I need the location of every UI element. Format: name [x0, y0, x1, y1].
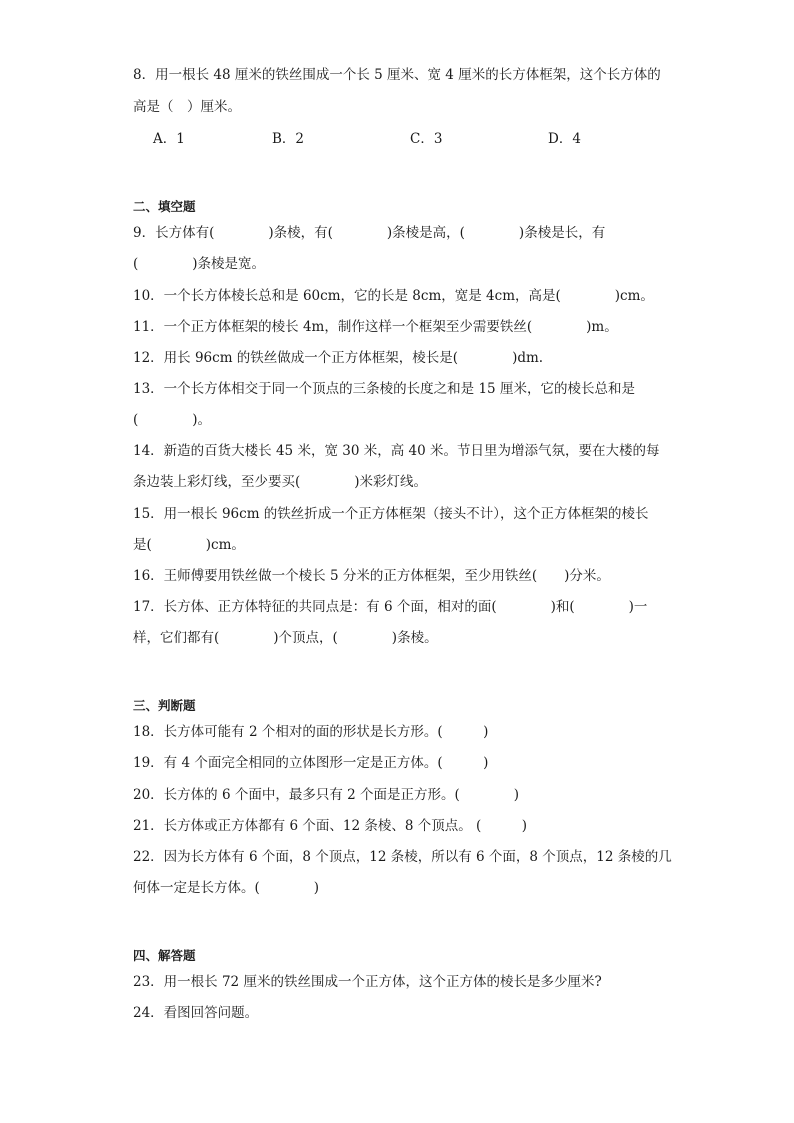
section-title-fill: 二、填空题	[133, 199, 196, 214]
question-24: 24．看图回答问题。	[133, 1005, 259, 1021]
option-d: D．4	[548, 131, 581, 147]
question-17-line-1: 17．长方体、正方体特征的共同点是：有 6 个面，相对的面( )和( )一	[133, 599, 648, 615]
section-title-judge: 三、判断题	[133, 698, 196, 713]
question-22-line-2: 何体一定是长方体。( )	[133, 880, 320, 896]
question-15-line-2: 是( )cm。	[133, 537, 245, 553]
option-a: A．1	[153, 131, 185, 147]
question-21: 21．长方体或正方体都有 6 个面、12 条棱、8 个顶点。 ( )	[133, 818, 528, 834]
question-19: 19．有 4 个面完全相同的立体图形一定是正方体。( )	[133, 755, 489, 771]
question-22-line-1: 22．因为长方体有 6 个面，8 个顶点，12 条棱，所以有 6 个面，8 个顶点，12 条棱的几	[133, 849, 672, 865]
question-10: 10．一个长方体棱长总和是 60cm，它的长是 8cm，宽是 4cm，高是( )cm。	[133, 288, 654, 304]
question-14-line-1: 14．新造的百货大楼长 45 米，宽 30 米，高 40 米。节日里为增添气氛，要在大楼的每	[133, 443, 660, 459]
question-8-line-2: 高是（ ）厘米。	[133, 99, 241, 115]
question-15-line-1: 15．用一根长 96cm 的铁丝折成一个正方体框架（接头不计），这个正方体框架的棱长	[133, 506, 649, 522]
section-title-answer: 四、解答题	[133, 948, 196, 963]
question-9-line-2: ( )条棱是宽。	[133, 256, 266, 272]
question-18: 18．长方体可能有 2 个相对的面的形状是长方形。( )	[133, 724, 489, 740]
question-16: 16．王师傅要用铁丝做一个棱长 5 分米的正方体框架，至少用铁丝( )分米。	[133, 568, 610, 584]
question-8-line-1: 8．用一根长 48 厘米的铁丝围成一个长 5 厘米、宽 4 厘米的长方体框架，这个长方体的	[133, 67, 661, 83]
question-9-line-1: 9．长方体有( )条棱，有( )条棱是高，( )条棱是长，有	[133, 225, 606, 241]
question-13-line-1: 13．一个长方体相交于同一个顶点的三条棱的长度之和是 15 厘米，它的棱长总和是	[133, 381, 635, 397]
question-11: 11．一个正方体框架的棱长 4m，制作这样一个框架至少需要铁丝( )m。	[133, 319, 618, 335]
question-23: 23．用一根长 72 厘米的铁丝围成一个正方体，这个正方体的棱长是多少厘米?	[133, 974, 602, 990]
question-14-line-2: 条边装上彩灯线，至少要买( )米彩灯线。	[133, 474, 428, 490]
option-b: B．2	[272, 131, 305, 147]
question-12: 12．用长 96cm 的铁丝做成一个正方体框架，棱长是( )dm.	[133, 350, 544, 366]
question-17-line-2: 样，它们都有( )个顶点，( )条棱。	[133, 630, 438, 646]
question-20: 20．长方体的 6 个面中，最多只有 2 个面是正方形。( )	[133, 787, 520, 803]
option-c: C．3	[410, 131, 443, 147]
question-13-line-2: ( )。	[133, 412, 212, 428]
